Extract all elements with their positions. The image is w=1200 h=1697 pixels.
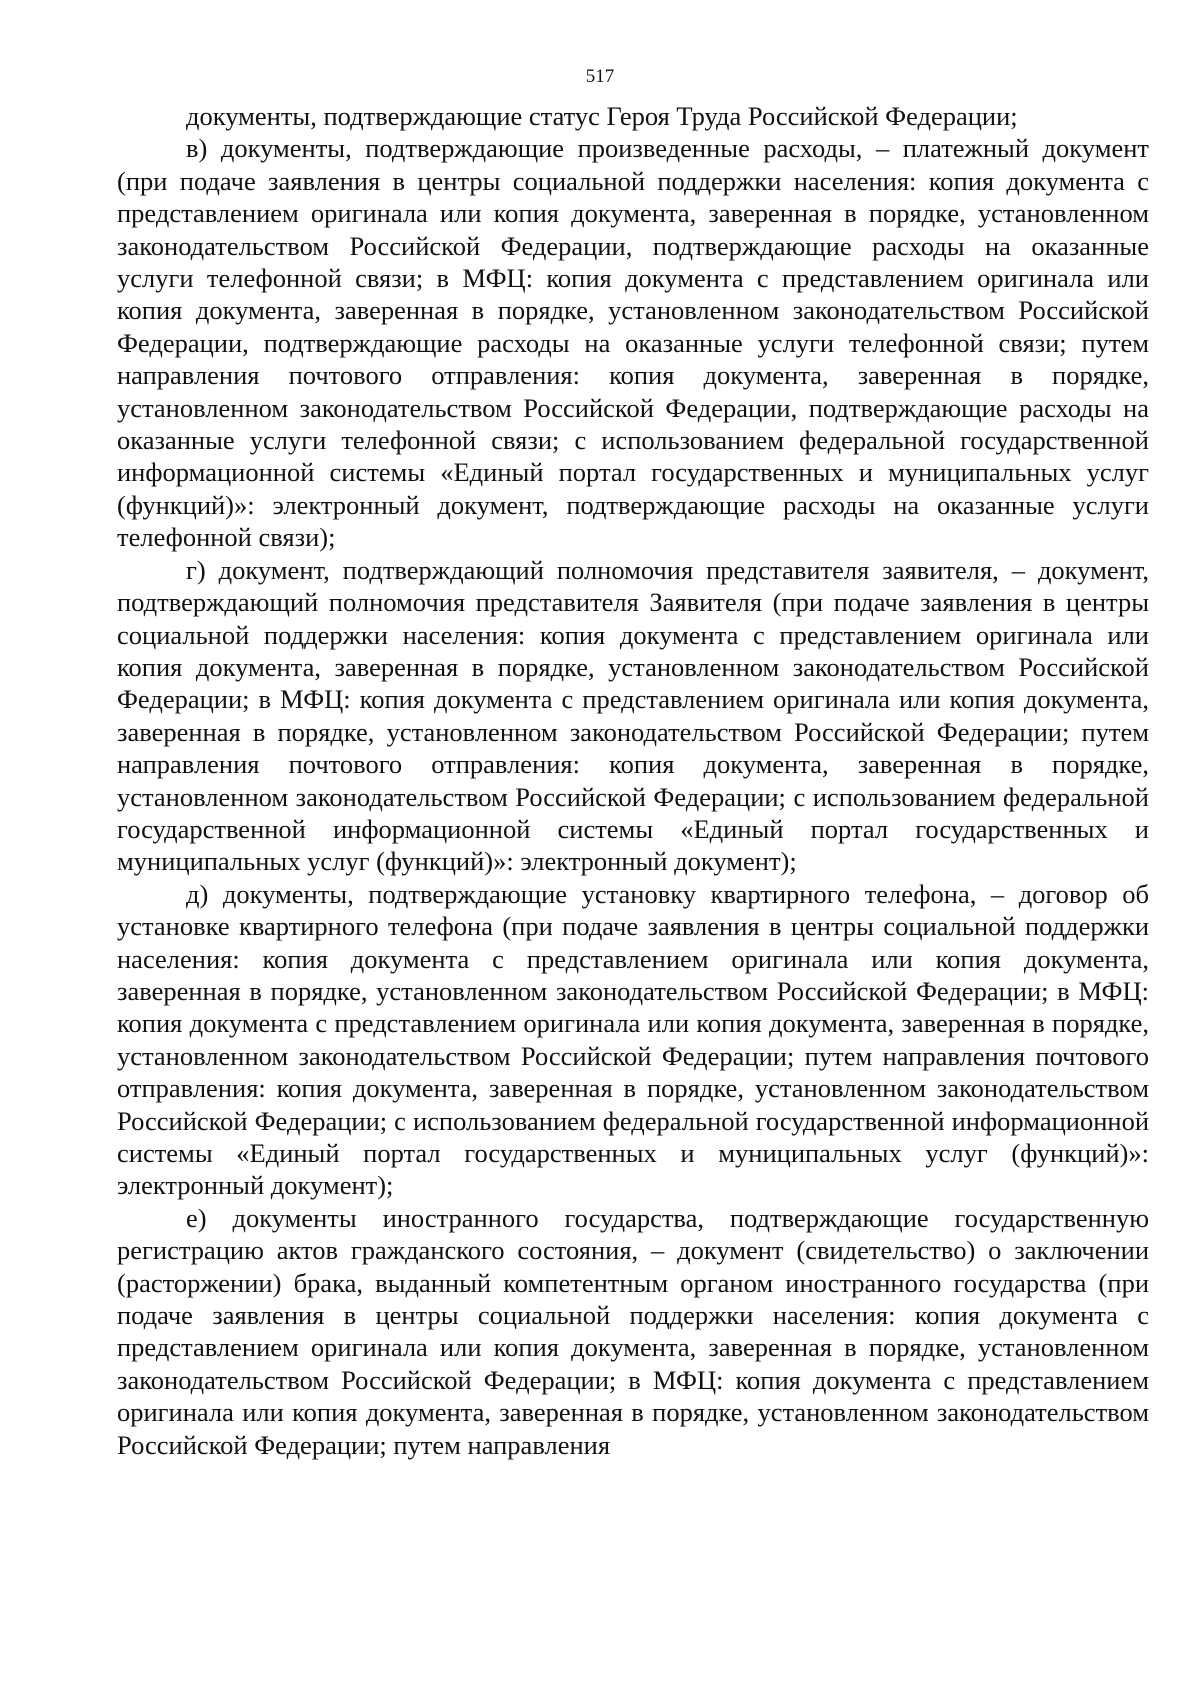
paragraph-item-d: д) документы, подтверждающие установку квартирного телефона, – договор об установке квартирного телефона (при подаче заявления в центры социальной поддержки населения: копия документа с представлением оригинала или копия документа, заверенная в порядке, установленном законодательством Российской Федерации; в МФЦ: копия документа с представлением оригинала или копия документа, заверенная в порядке, установленном законодательством Российской Федерации; путем направления почтового отправления: копия документа, заверенная в порядке, установленном законодательством Российской Федерации; с использованием федеральной государственной информационной системы «Единый портал государственных и муниципальных услуг (функций)»: электронный документ);: [117, 878, 1149, 1201]
paragraph-item-e: е) документы иностранного государства, подтверждающие государственную регистрацию актов гражданского состояния, – документ (свидетельство) о заключении (расторжении) брака, выданный компетентным органом иностранного государства (при подаче заявления в центры социальной поддержки населения: копия документа с представлением оригинала или копия документа, заверенная в порядке, установленном законодательством Российской Федерации; в МФЦ: копия документа с представлением оригинала или копия документа, заверенная в порядке, установленном законодательством Российской Федерации; путем направления: [117, 1202, 1149, 1460]
paragraph-continuation: документы, подтверждающие статус Героя Труда Российской Федерации;: [186, 101, 1018, 131]
page-number: 517: [585, 66, 615, 87]
paragraph-item-g: г) документ, подтверждающий полномочия представителя заявителя, – документ, подтверждающий полномочия представителя Заявителя (при подаче заявления в центры социальной поддержки населения: копия документа с представлением оригинала или копия документа, заверенная в порядке, установленном законодательством Российской Федерации; в МФЦ: копия документа с представлением оригинала или копия документа, заверенная в порядке, установленном законодательством Российской Федерации; путем направления почтового отправления: копия документа, заверенная в порядке, установленном законодательством Российской Федерации; с использованием федеральной государственной информационной системы «Единый портал государственных и муниципальных услуг (функций)»: электронный документ);: [117, 554, 1149, 877]
paragraph-item-v: в) документы, подтверждающие произведенные расходы, – платежный документ (при подаче заявления в центры социальной поддержки населения: копия документа с представлением оригинала или копия документа, заверенная в порядке, установленном законодательством Российской Федерации, подтверждающие расходы на оказанные услуги телефонной связи; в МФЦ: копия документа с представлением оригинала или копия документа, заверенная в порядке, установленном законодательством Российской Федерации, подтверждающие расходы на оказанные услуги телефонной связи; путем направления почтового отправления: копия документа, заверенная в порядке, установленном законодательством Российской Федерации, подтверждающие расходы на оказанные услуги телефонной связи; с использованием федеральной государственной информационной системы «Единый портал государственных и муниципальных услуг (функций)»: электронный документ, подтверждающие расходы на оказанные услуги телефонной связи);: [117, 133, 1149, 553]
document-body: [117, 100, 1149, 1461]
